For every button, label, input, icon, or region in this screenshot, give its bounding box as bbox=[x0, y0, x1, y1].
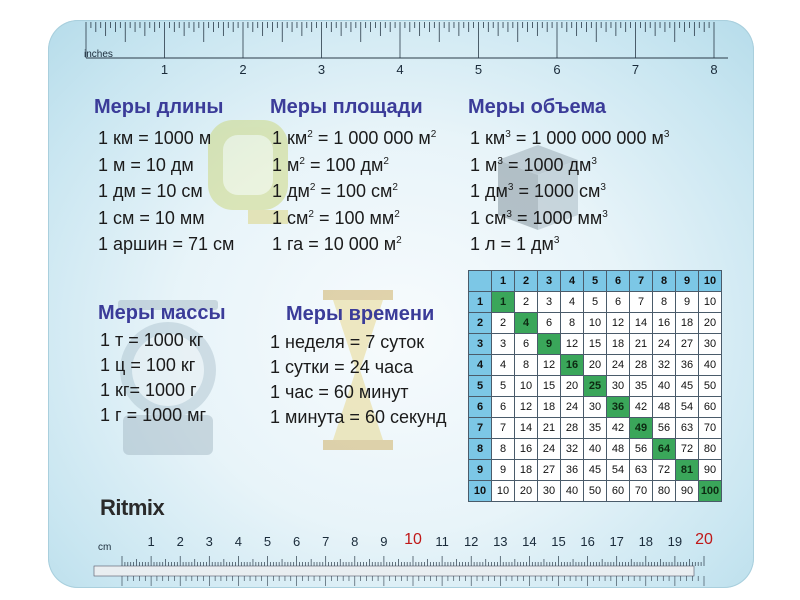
mousepad bbox=[48, 20, 754, 588]
table-cell: 90 bbox=[699, 460, 722, 481]
table-cell: 42 bbox=[607, 418, 630, 439]
table-row bbox=[469, 271, 722, 292]
table-row bbox=[469, 376, 722, 397]
table-cell: 10 bbox=[584, 313, 607, 334]
table-cell: 36 bbox=[561, 460, 584, 481]
time-conversion-line: 1 час = 60 минут bbox=[270, 382, 409, 402]
table-cell: 30 bbox=[538, 481, 561, 502]
table-cell: 3 bbox=[492, 334, 515, 355]
table-cell: 12 bbox=[561, 334, 584, 355]
table-cell: 4 bbox=[492, 355, 515, 376]
mass-conversion-line: 1 г = 1000 мг bbox=[100, 405, 207, 425]
volume-conversion-line-left: 1 дм bbox=[470, 181, 508, 201]
table-cell: 28 bbox=[630, 355, 653, 376]
table-cell: 14 bbox=[630, 313, 653, 334]
table-cell: 18 bbox=[607, 334, 630, 355]
length-conversion-line: 1 см = 10 мм bbox=[98, 207, 205, 228]
table-cell: 15 bbox=[538, 376, 561, 397]
table-row-header: 6 bbox=[469, 397, 492, 418]
table-cell: 35 bbox=[630, 376, 653, 397]
exponent: 3 bbox=[600, 182, 606, 193]
table-row-header: 2 bbox=[469, 313, 492, 334]
table-cell: 30 bbox=[699, 334, 722, 355]
exponent: 2 bbox=[307, 129, 313, 140]
table-cell: 28 bbox=[561, 418, 584, 439]
table-square-cell: 36 bbox=[607, 397, 630, 418]
table-cell: 27 bbox=[538, 460, 561, 481]
area-conversion-line bbox=[272, 155, 389, 176]
table-cell: 80 bbox=[699, 439, 722, 460]
table-cell: 45 bbox=[584, 460, 607, 481]
table-row bbox=[469, 481, 722, 502]
cm-tick-label: 5 bbox=[263, 534, 272, 549]
length-conversion-line: 1 км = 1000 м bbox=[98, 128, 212, 148]
area-conversion-line bbox=[272, 128, 436, 149]
table-cell: 6 bbox=[492, 397, 515, 418]
exponent: 2 bbox=[309, 182, 316, 193]
exponent: 3 bbox=[507, 182, 514, 193]
table-cell: 20 bbox=[515, 481, 538, 502]
volume-conversion-line-right: = 1000 см bbox=[513, 181, 601, 201]
table-cell: 90 bbox=[676, 481, 699, 502]
table-cell: 70 bbox=[630, 481, 653, 502]
cm-tick-label: 20 bbox=[695, 531, 713, 548]
table-cell: 56 bbox=[653, 418, 676, 439]
area-conversion-line-left: 1 м bbox=[272, 154, 300, 175]
table-square-cell: 9 bbox=[538, 334, 561, 355]
table-cell: 16 bbox=[653, 313, 676, 334]
table-cell: 42 bbox=[630, 397, 653, 418]
table-row bbox=[469, 439, 722, 460]
table-cell: 50 bbox=[699, 376, 722, 397]
table-row-header: 5 bbox=[469, 376, 492, 397]
cm-tick-label: 4 bbox=[234, 534, 243, 549]
cm-tick-label: 8 bbox=[351, 534, 359, 549]
exponent: 2 bbox=[394, 208, 400, 220]
table-cell: 16 bbox=[515, 439, 538, 460]
volume-conversion-line-left: 1 м bbox=[470, 154, 498, 175]
table-row-header: 4 bbox=[469, 355, 492, 376]
volume-conversion-line-left: 1 л = 1 дм bbox=[470, 234, 554, 254]
table-column-header: 6 bbox=[607, 271, 630, 292]
table-cell: 15 bbox=[584, 334, 607, 355]
cm-tick-label: 10 bbox=[404, 531, 422, 548]
table-row-header: 7 bbox=[469, 418, 492, 439]
table-cell: 7 bbox=[630, 292, 653, 313]
cm-tick-label: 3 bbox=[205, 534, 213, 549]
volume-conversion-line bbox=[470, 234, 559, 255]
area-conversion-line-left: 1 см bbox=[272, 207, 309, 228]
ritmix-logo: Ritmix bbox=[100, 495, 165, 520]
table-cell: 8 bbox=[653, 292, 676, 313]
length-conversion-line: 1 м = 10 дм bbox=[98, 154, 194, 175]
table-cell: 36 bbox=[676, 355, 699, 376]
table-cell: 6 bbox=[515, 334, 538, 355]
table-cell: 20 bbox=[561, 376, 584, 397]
area-conversion-line bbox=[272, 208, 400, 229]
table-cell: 20 bbox=[584, 355, 607, 376]
table-cell: 10 bbox=[515, 376, 538, 397]
cm-unit-label: cm bbox=[98, 542, 112, 553]
area-conversion-line bbox=[272, 234, 402, 255]
time-conversion-line: 1 сутки = 24 часа bbox=[270, 357, 414, 377]
table-cell: 2 bbox=[515, 292, 538, 313]
inch-ruler bbox=[48, 20, 754, 82]
table-cell: 80 bbox=[653, 481, 676, 502]
table-cell: 5 bbox=[584, 292, 607, 313]
inch-unit-label: inches bbox=[84, 49, 113, 60]
table-cell: 21 bbox=[538, 418, 561, 439]
table-column-header: 1 bbox=[492, 271, 515, 292]
table-column-header: 9 bbox=[676, 271, 699, 292]
area-conversion-line-right: = 1 000 000 м bbox=[312, 128, 431, 148]
cm-tick-label: 14 bbox=[522, 534, 537, 549]
table-cell: 18 bbox=[515, 460, 538, 481]
table-cell: 54 bbox=[676, 397, 699, 418]
cm-tick-label: 12 bbox=[463, 534, 479, 549]
inch-tick-label: 5 bbox=[474, 62, 483, 77]
cm-tick-label: 11 bbox=[435, 534, 449, 549]
cm-tick-label: 15 bbox=[551, 534, 566, 549]
table-cell: 30 bbox=[584, 397, 607, 418]
table-square-cell: 4 bbox=[515, 313, 538, 334]
table-cell: 56 bbox=[630, 439, 653, 460]
exponent: 3 bbox=[663, 129, 670, 140]
area-conversion-line-right: = 100 дм bbox=[304, 154, 384, 175]
table-cell: 40 bbox=[584, 439, 607, 460]
table-cell: 18 bbox=[538, 397, 561, 418]
cm-tick-label: 13 bbox=[493, 534, 508, 549]
table-cell: 7 bbox=[492, 418, 515, 439]
table-cell: 48 bbox=[607, 439, 630, 460]
volume-conversion-line-right: = 1 000 000 000 м bbox=[510, 128, 664, 148]
volume-conversion-line bbox=[470, 155, 597, 176]
table-cell: 27 bbox=[676, 334, 699, 355]
length-conversion-line: 1 дм = 10 см bbox=[98, 181, 203, 201]
volume-conversion-line bbox=[470, 128, 669, 149]
table-row-header: 1 bbox=[469, 292, 492, 313]
table-cell: 72 bbox=[653, 460, 676, 481]
cm-tick-label: 6 bbox=[292, 534, 301, 549]
cm-tick-label: 9 bbox=[380, 534, 388, 549]
table-cell: 5 bbox=[492, 376, 515, 397]
table-cell: 40 bbox=[561, 481, 584, 502]
table-cell: 32 bbox=[653, 355, 676, 376]
inch-tick-label: 3 bbox=[317, 62, 326, 77]
mass-conversion-line: 1 т = 1000 кг bbox=[100, 330, 204, 350]
time-conversion-line: 1 минута = 60 секунд bbox=[270, 407, 447, 427]
table-cell: 63 bbox=[630, 460, 653, 481]
table-cell: 72 bbox=[676, 439, 699, 460]
mass-conversion-line: 1 ц = 100 кг bbox=[100, 355, 196, 375]
cm-tick-label: 7 bbox=[322, 534, 330, 549]
cm-ruler-band bbox=[94, 566, 694, 576]
cm-ruler bbox=[48, 528, 754, 588]
cm-tick-label: 1 bbox=[147, 534, 155, 549]
volume-conversion-line-right: = 1000 дм bbox=[502, 154, 592, 175]
table-cell: 63 bbox=[676, 418, 699, 439]
exponent: 2 bbox=[396, 235, 402, 246]
exponent: 3 bbox=[505, 129, 511, 140]
area-conversion-line bbox=[272, 181, 398, 202]
volume-title: Меры объема bbox=[468, 96, 607, 118]
table-cell: 30 bbox=[607, 376, 630, 397]
exponent: 3 bbox=[553, 235, 560, 246]
cm-tick-label: 17 bbox=[609, 534, 624, 549]
table-square-cell: 16 bbox=[561, 355, 584, 376]
table-cell: 24 bbox=[538, 439, 561, 460]
exponent: 3 bbox=[591, 155, 597, 167]
table-cell: 9 bbox=[492, 460, 515, 481]
volume-conversion-line-left: 1 см bbox=[470, 207, 507, 228]
table-cell: 32 bbox=[561, 439, 584, 460]
length-conversion-line: 1 аршин = 71 см bbox=[98, 234, 235, 254]
table-cell: 8 bbox=[561, 313, 584, 334]
table-square-cell: 100 bbox=[699, 481, 722, 502]
table-cell: 14 bbox=[515, 418, 538, 439]
table-square-cell: 49 bbox=[630, 418, 653, 439]
table-cell: 3 bbox=[538, 292, 561, 313]
table-cell: 6 bbox=[538, 313, 561, 334]
cm-tick-label: 19 bbox=[667, 534, 683, 549]
area-conversion-line-left: 1 км bbox=[272, 128, 308, 148]
table-cell: 24 bbox=[607, 355, 630, 376]
mass-conversion-line: 1 кг= 1000 г bbox=[100, 380, 197, 400]
area-title: Меры площади bbox=[270, 96, 423, 118]
volume-conversion-line-left: 1 км bbox=[470, 128, 506, 148]
table-row bbox=[469, 334, 722, 355]
table-column-header: 3 bbox=[538, 271, 561, 292]
area-conversion-line-left: 1 га = 10 000 м bbox=[272, 234, 397, 254]
table-cell: 54 bbox=[607, 460, 630, 481]
table-row bbox=[469, 292, 722, 313]
inch-tick-label: 8 bbox=[710, 62, 718, 77]
inch-tick-label: 7 bbox=[631, 62, 640, 77]
table-cell: 12 bbox=[538, 355, 561, 376]
volume-conversion-line bbox=[470, 181, 606, 202]
table-square-cell: 1 bbox=[492, 292, 515, 313]
table-column-header: 8 bbox=[653, 271, 676, 292]
table-row-header: 8 bbox=[469, 439, 492, 460]
volume-conversion-line-right: = 1000 мм bbox=[511, 207, 603, 228]
table-cell: 40 bbox=[653, 376, 676, 397]
volume-conversion-line bbox=[470, 208, 608, 229]
table-cell: 48 bbox=[653, 397, 676, 418]
table-column-header: 5 bbox=[584, 271, 607, 292]
table-row-header: 9 bbox=[469, 460, 492, 481]
table-corner bbox=[469, 271, 492, 292]
table-cell: 10 bbox=[492, 481, 515, 502]
table-cell: 24 bbox=[653, 334, 676, 355]
table-cell: 45 bbox=[676, 376, 699, 397]
exponent: 2 bbox=[308, 208, 314, 220]
exponent: 3 bbox=[506, 208, 512, 220]
inch-tick-label: 2 bbox=[239, 62, 247, 77]
table-cell: 18 bbox=[676, 313, 699, 334]
area-conversion-line-right: = 100 мм bbox=[313, 207, 395, 228]
table-square-cell: 25 bbox=[584, 376, 607, 397]
area-conversion-line-left: 1 дм bbox=[272, 181, 310, 201]
table-row bbox=[469, 418, 722, 439]
table-cell: 60 bbox=[607, 481, 630, 502]
exponent: 2 bbox=[383, 155, 389, 167]
exponent: 3 bbox=[497, 155, 503, 167]
table-cell: 12 bbox=[515, 397, 538, 418]
exponent: 2 bbox=[392, 182, 398, 193]
table-square-cell: 81 bbox=[676, 460, 699, 481]
table-cell: 6 bbox=[607, 292, 630, 313]
table-row-header: 3 bbox=[469, 334, 492, 355]
cm-tick-label: 2 bbox=[176, 534, 184, 549]
table-cell: 8 bbox=[515, 355, 538, 376]
length-title: Меры длины bbox=[94, 96, 224, 118]
time-conversion-line: 1 неделя = 7 суток bbox=[270, 332, 425, 352]
table-row bbox=[469, 460, 722, 481]
table-cell: 70 bbox=[699, 418, 722, 439]
table-column-header: 4 bbox=[561, 271, 584, 292]
inch-tick-label: 4 bbox=[396, 62, 404, 77]
table-cell: 20 bbox=[699, 313, 722, 334]
inch-tick-label: 1 bbox=[160, 62, 169, 77]
mass-title: Меры массы bbox=[98, 302, 226, 324]
table-column-header: 7 bbox=[630, 271, 653, 292]
exponent: 2 bbox=[430, 129, 437, 140]
table-cell: 9 bbox=[676, 292, 699, 313]
table-column-header: 10 bbox=[699, 271, 722, 292]
inch-tick-label: 6 bbox=[553, 62, 561, 77]
table-cell: 35 bbox=[584, 418, 607, 439]
table-cell: 24 bbox=[561, 397, 584, 418]
exponent: 3 bbox=[602, 208, 608, 220]
table-row-header: 10 bbox=[469, 481, 492, 502]
table-cell: 50 bbox=[584, 481, 607, 502]
table-cell: 40 bbox=[699, 355, 722, 376]
table-cell: 10 bbox=[699, 292, 722, 313]
table-cell: 4 bbox=[561, 292, 584, 313]
exponent: 2 bbox=[299, 155, 305, 167]
area-conversion-line-right: = 100 см bbox=[315, 181, 393, 201]
multiplication-table bbox=[468, 270, 722, 502]
cm-tick-label: 16 bbox=[580, 534, 595, 549]
cm-tick-label: 18 bbox=[638, 534, 654, 549]
time-title: Меры времени bbox=[286, 303, 435, 325]
table-cell: 12 bbox=[607, 313, 630, 334]
table-cell: 60 bbox=[699, 397, 722, 418]
table-square-cell: 64 bbox=[653, 439, 676, 460]
table-row bbox=[469, 355, 722, 376]
table-row bbox=[469, 313, 722, 334]
table-row bbox=[469, 397, 722, 418]
table-cell: 21 bbox=[630, 334, 653, 355]
table-cell: 2 bbox=[492, 313, 515, 334]
table-column-header: 2 bbox=[515, 271, 538, 292]
table-cell: 8 bbox=[492, 439, 515, 460]
